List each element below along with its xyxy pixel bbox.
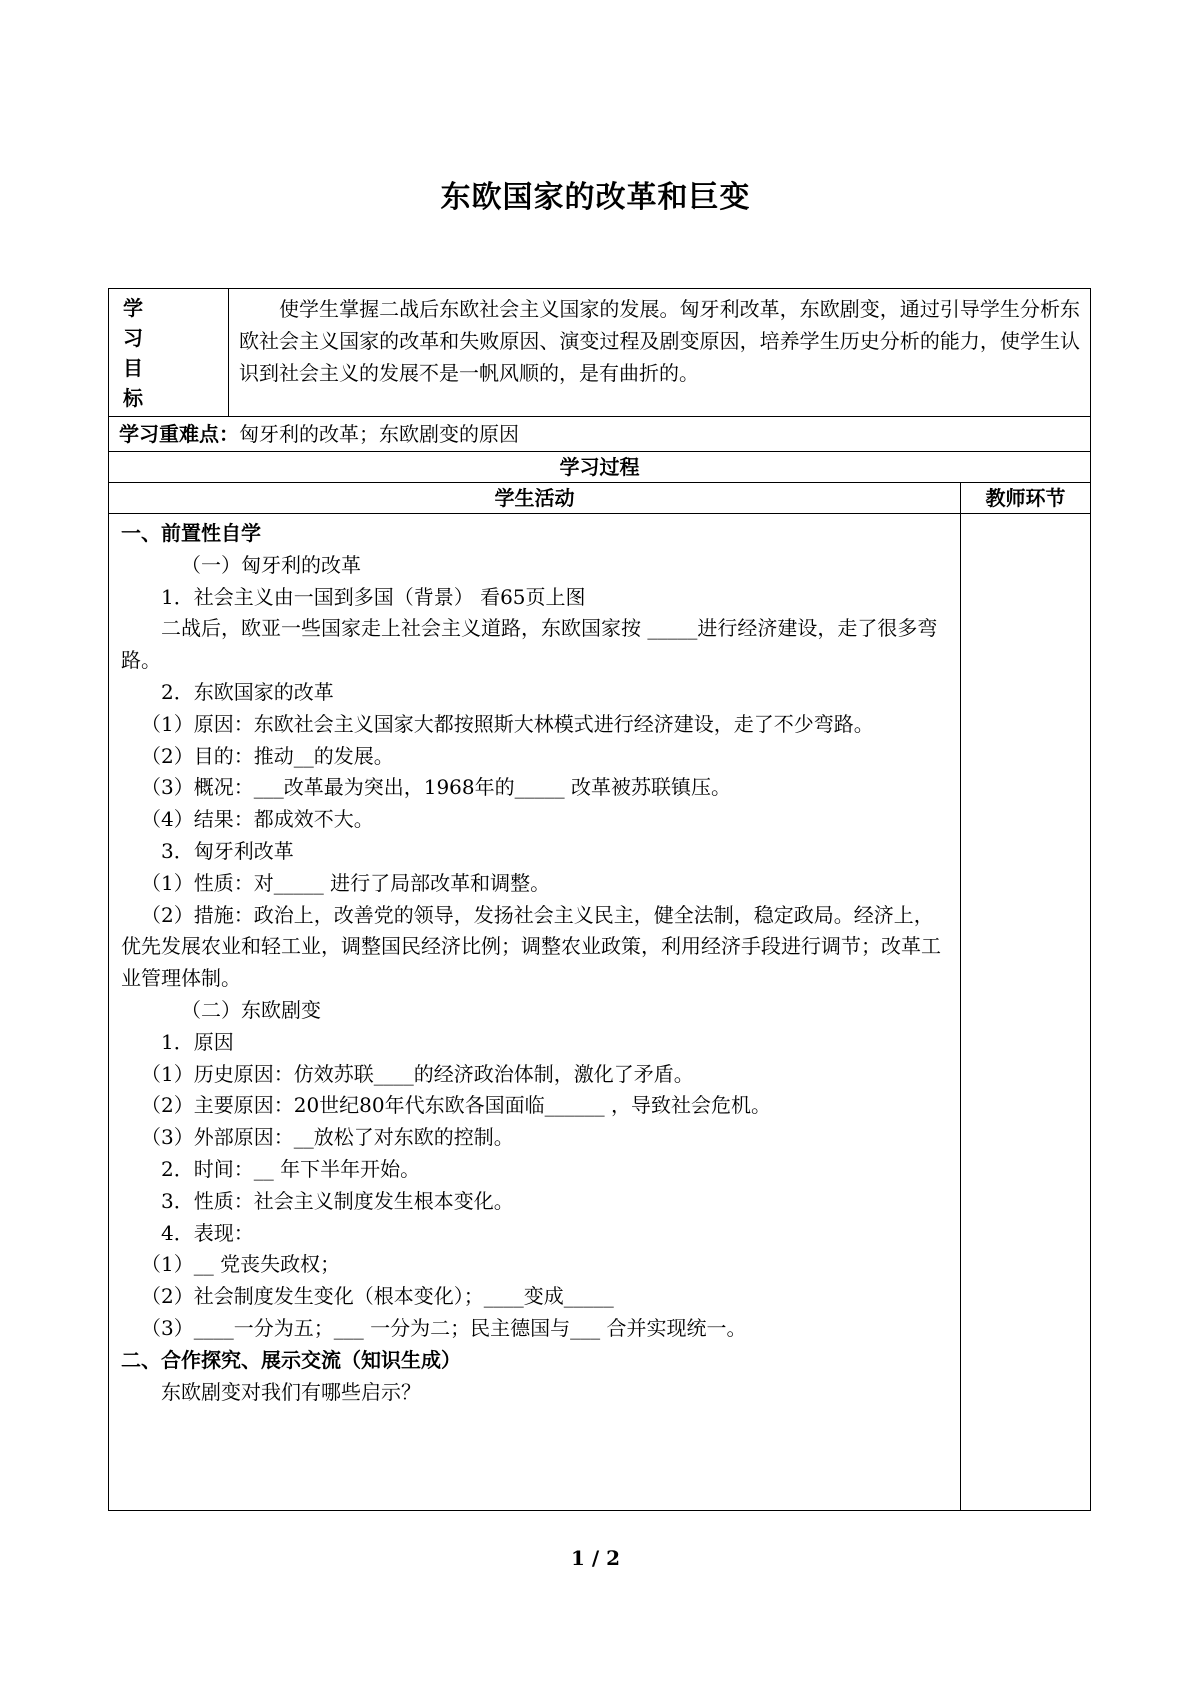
content-line: 1．社会主义由一国到多国（背景） 看65页上图 — [161, 584, 586, 609]
content-line: （2）目的：推动__的发展。 — [141, 743, 394, 768]
content-line: 3．性质：社会主义制度发生根本变化。 — [161, 1188, 514, 1213]
content-line: 3．匈牙利改革 — [161, 838, 294, 863]
objective-label-line2: 标 — [123, 385, 143, 410]
content-line: 4．表现： — [161, 1220, 254, 1245]
student-activity-content — [109, 514, 961, 1511]
key-points-row — [109, 417, 1091, 452]
student-activity-header: 学生活动 — [109, 483, 961, 514]
content-row — [109, 514, 1091, 1511]
content-line: （1）性质：对_____ 进行了局部改革和调整。 — [141, 870, 551, 895]
section-heading: 一、前置性自学 — [121, 521, 261, 545]
teacher-section-header: 教师环节 — [961, 483, 1091, 514]
content-line: （3）外部原因：__放松了对东欧的控制。 — [141, 1125, 514, 1150]
subsection-heading: （一）匈牙利的改革 — [181, 552, 361, 577]
objective-label — [109, 289, 229, 417]
key-points-label: 学习重难点： — [119, 422, 239, 446]
content-paragraph: （2）措施：政治上，改善党的领导，发扬社会主义民主，健全法制，稳定政局。经济上，优先发展农业和轻工业，调整国民经济比例；调整农业政策，利用经济手段进行调节；改革工业管理体制。 — [121, 902, 941, 991]
content-line: 东欧剧变对我们有哪些启示？ — [161, 1379, 421, 1404]
process-header-row — [109, 452, 1091, 483]
objective-row — [109, 289, 1091, 417]
content-line: （1）__ 党丧失政权； — [141, 1252, 341, 1277]
section-heading: 二、合作探究、展示交流（知识生成） — [121, 1347, 461, 1372]
process-header: 学习过程 — [109, 452, 1091, 483]
content-line: 2．时间：__ 年下半年开始。 — [161, 1156, 421, 1181]
content-paragraph: 二战后，欧亚一些国家走上社会主义道路，东欧国家按 _____进行经济建设，走了很多弯路。 — [121, 616, 938, 673]
content-line: （2）社会制度发生变化（根本变化）；____变成_____ — [141, 1284, 614, 1309]
key-points — [109, 417, 1091, 452]
content-line: 1．原因 — [161, 1029, 234, 1054]
content-line: （1）历史原因：仿效苏联____的经济政治体制，激化了矛盾。 — [141, 1061, 694, 1086]
content-line: （4）结果：都成效不大。 — [141, 807, 374, 832]
content-line: （3）概况：___改革最为突出，1968年的_____ 改革被苏联镇压。 — [141, 775, 731, 800]
content-line: （2）主要原因：20世纪80年代东欧各国面临______ ，导致社会危机。 — [141, 1093, 771, 1118]
teacher-section-content — [961, 514, 1091, 1511]
document-title: 东欧国家的改革和巨变 — [440, 180, 751, 215]
page-number: 1 / 2 — [570, 1546, 621, 1570]
content-line: 2．东欧国家的改革 — [161, 679, 334, 704]
subsection-heading: （二）东欧剧变 — [181, 997, 321, 1022]
content-paragraph: （1）原因：东欧社会主义国家大都按照斯大林模式进行经济建设，走了不少弯路。 — [141, 711, 874, 736]
lesson-plan-table — [108, 288, 1091, 1511]
content-line: （3）____一分为五；___ 一分为二；民主德国与___ 合并实现统一。 — [141, 1315, 747, 1340]
objective-label-line1: 学 习 目 — [123, 295, 161, 380]
objective-text: 使学生掌握二战后东欧社会主义国家的发展。匈牙利改革，东欧剧变，通过引导学生分析东欧社会主义国家的改革和失败原因、演变过程及剧变原因，培养学生历史分析的能力，使学生认识到社会主义的发展不是一帆风顺的，是有曲折的。 — [229, 289, 1091, 417]
column-header-row — [109, 483, 1091, 514]
key-points-text: 匈牙利的改革；东欧剧变的原因 — [239, 422, 519, 446]
